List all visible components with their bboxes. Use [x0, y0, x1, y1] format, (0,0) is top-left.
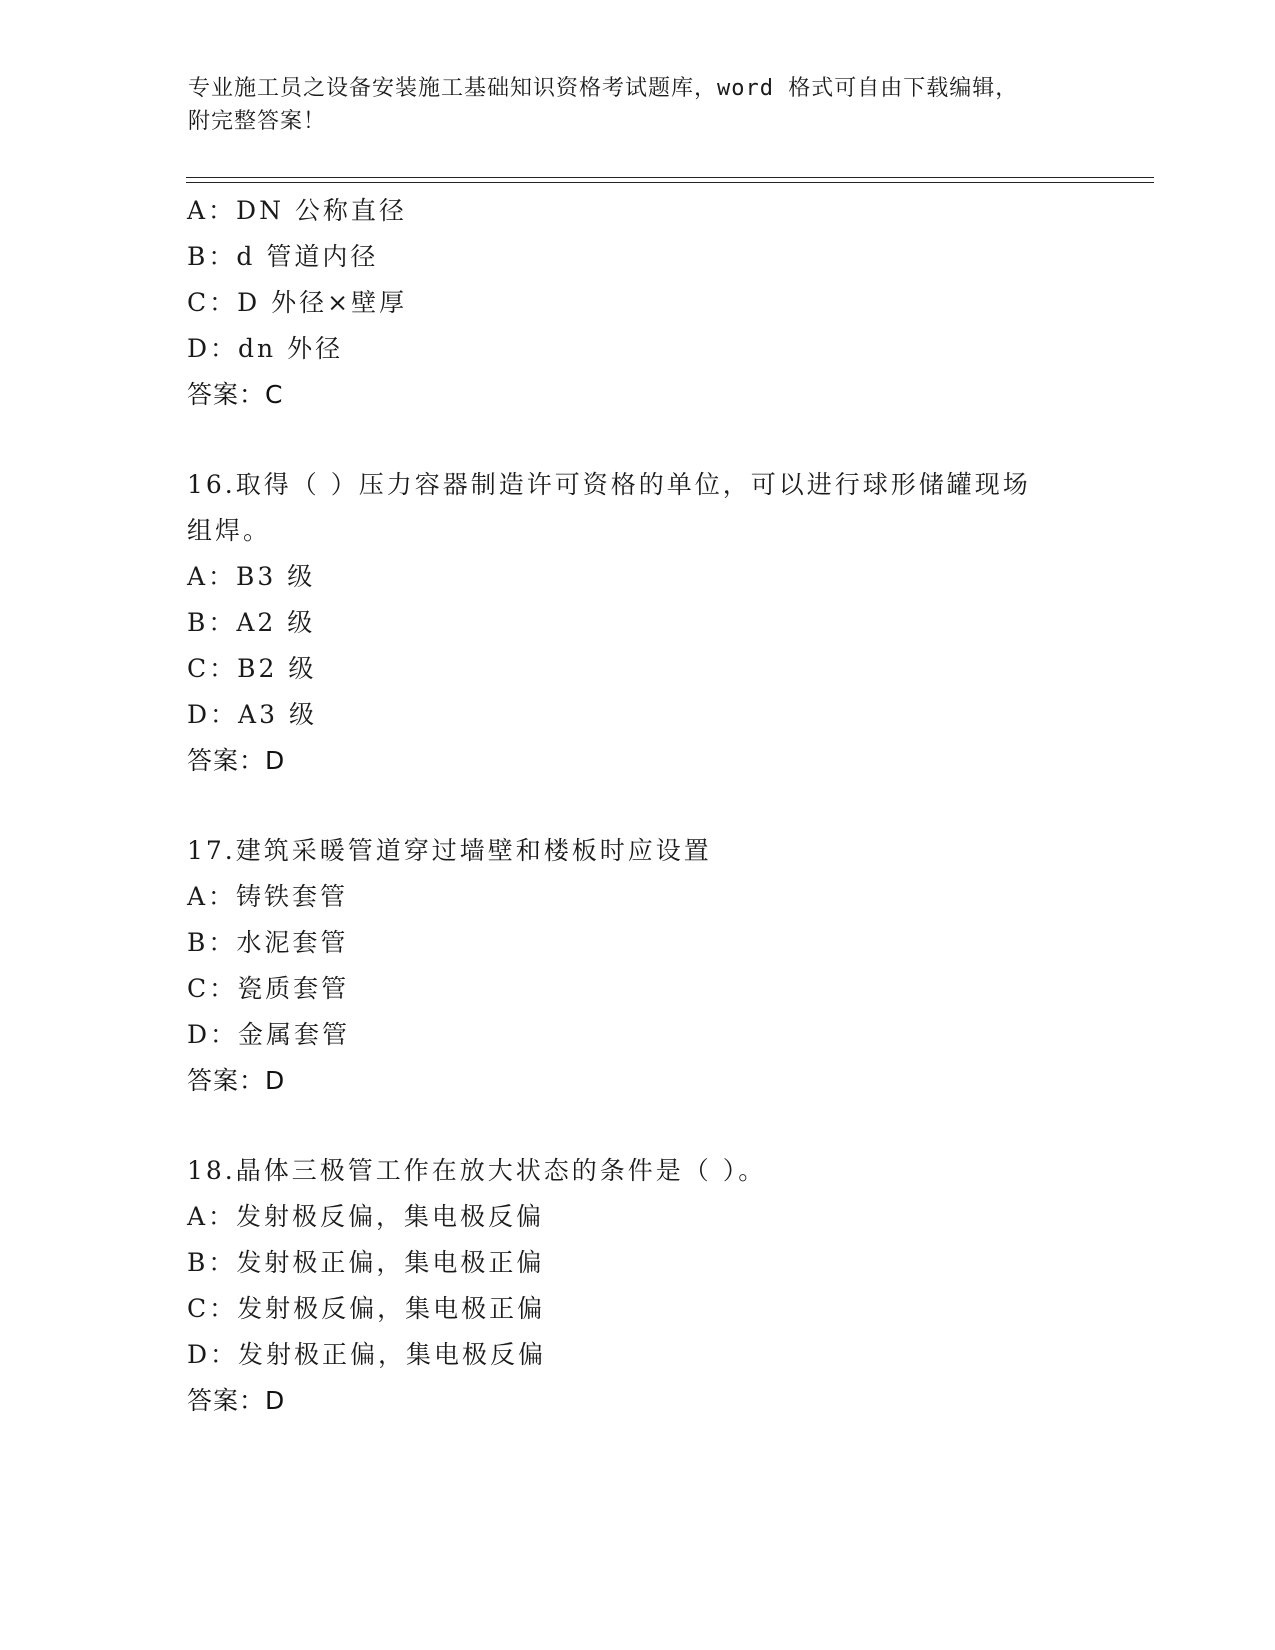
option-b: B：d 管道内径: [187, 242, 379, 271]
option-b: B：A2 级: [187, 608, 316, 637]
question-text-line-1: 16.取得（ ）压力容器制造许可资格的单位，可以进行球形储罐现场: [187, 470, 1031, 499]
question-18: [187, 1148, 1087, 1424]
question-list: [187, 188, 1087, 1424]
spacer: [187, 418, 1087, 462]
option-a: A：发射极反偏，集电极反偏: [187, 1202, 545, 1231]
header-divider-top: [186, 177, 1154, 178]
option-a: A：铸铁套管: [187, 882, 349, 911]
option-d: D：dn 外径: [187, 334, 344, 363]
option-c: C：D 外径×壁厚: [187, 288, 408, 317]
question-17: [187, 828, 1087, 1104]
option-b: B：发射极正偏，集电极正偏: [187, 1248, 545, 1277]
option-c: C：发射极反偏，集电极正偏: [187, 1294, 546, 1323]
answer-line: 答案：D: [187, 1386, 286, 1415]
spacer: [187, 1104, 1087, 1148]
option-d: D：发射极正偏，集电极反偏: [187, 1340, 547, 1369]
header-line-2: 附完整答案！: [188, 109, 327, 134]
answer-line: 答案：C: [187, 380, 284, 409]
option-c: C：瓷质套管: [187, 974, 350, 1003]
header-line-1: 专业施工员之设备安装施工基础知识资格考试题库，word 格式可自由下载编辑，: [188, 76, 1019, 101]
question-text-line-2: 组焊。: [187, 516, 272, 545]
option-d: D：A3 级: [187, 700, 317, 729]
option-a: A：B3 级: [187, 562, 316, 591]
question-15: [187, 188, 1087, 418]
question-16: [187, 462, 1087, 784]
option-d: D：金属套管: [187, 1020, 351, 1049]
option-a: A：DN 公称直径: [187, 196, 407, 225]
option-c: C：B2 级: [187, 654, 317, 683]
spacer: [187, 784, 1087, 828]
answer-line: 答案：D: [187, 746, 286, 775]
answer-line: 答案：D: [187, 1066, 286, 1095]
header-divider-bottom: [186, 182, 1154, 183]
question-text-line-1: 17.建筑采暖管道穿过墙壁和楼板时应设置: [187, 836, 712, 865]
question-text-line-1: 18.晶体三极管工作在放大状态的条件是（ ）。: [187, 1156, 767, 1185]
option-b: B：水泥套管: [187, 928, 349, 957]
document-header: [188, 72, 1068, 138]
